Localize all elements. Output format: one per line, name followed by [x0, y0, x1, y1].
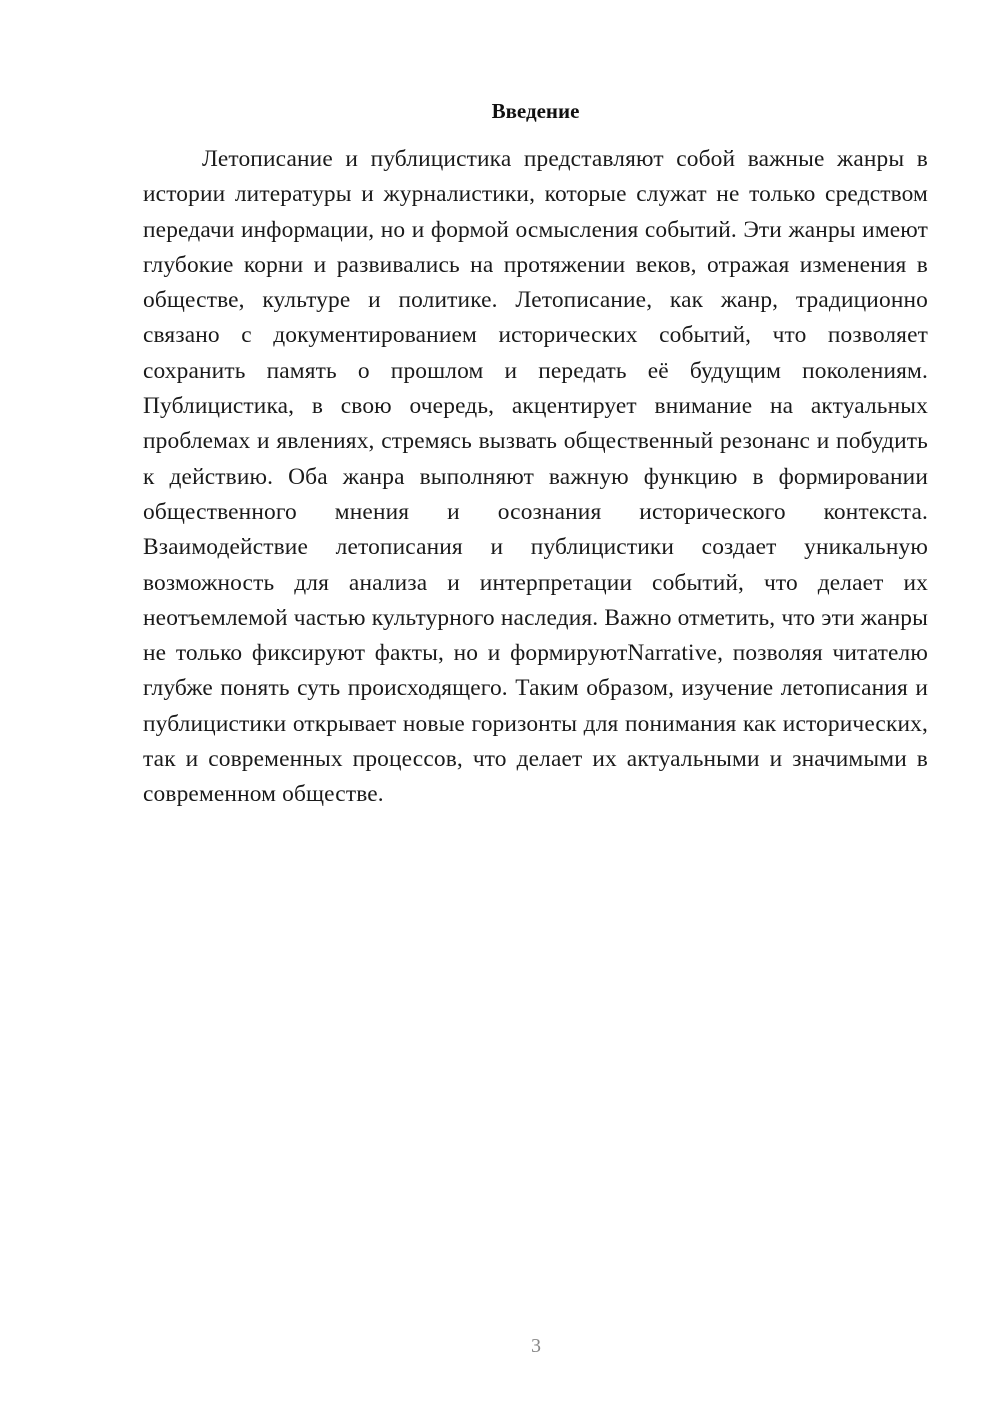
section-heading: Введение	[491, 99, 580, 123]
body-paragraph: Летописание и публицистика представляют собой важные жанры в истории литературы и журналистики, которые служат не только средством передачи информации, но и формой осмысления событий. Эти жанры имеют глубокие корни и развивались на протяжении веков, отражая изменения в обществе, культуре и политике. Летописание, как жанр, традиционно связано с документированием исторических событий, что позволяет сохранить память о прошлом и передать её будущим поколениям. Публицистика, в свою очередь, акцентирует внимание на актуальных проблемах и явлениях, стремясь вызвать общественный резонанс и побудить к действию. Оба жанра выполняют важную функцию в формировании общественного мнения и осознания исторического контекста. Взаимодействие летописания и публицистики создает уникальную возможность для анализа и интерпретации событий, что делает их неотъемлемой частью культурного наследия. Важно отметить, что эти жанры не только фиксируют факты, но и формируютNarrative, позволяя читателю глубже понять суть происходящего. Таким образом, изучение летописания и публицистики открывает новые горизонты для понимания как исторических, так и современных процессов, что делает их актуальными и значимыми в современном обществе.	[143, 146, 928, 808]
page-number: 3	[531, 1335, 541, 1357]
